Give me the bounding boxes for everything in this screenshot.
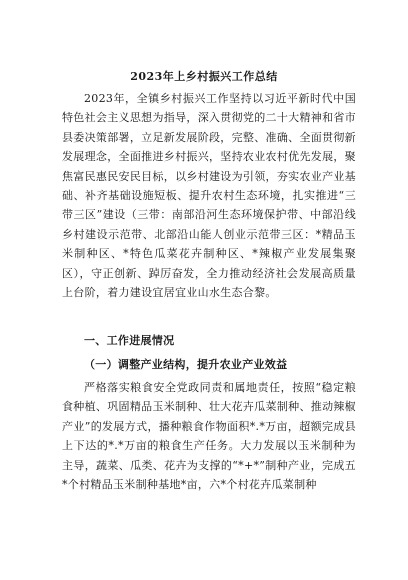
document-title: 2023年上乡村振兴工作总结: [130, 70, 278, 83]
subsection-heading: （一）调整产业结构，提升农业产业效益: [84, 358, 288, 371]
section-heading: 一、工作进展情况: [84, 334, 175, 347]
intro-paragraph: 2023年，全镇乡村振兴工作坚持以习近平新时代中国特色社会主义思想为指导，深入贯彻党的二十大精神和省市县委决策部署，立足新发展阶段，完整、准确、全面贯彻新发展理念，全面推进乡村振兴，坚持农业农村优先发展，聚焦富民惠民安民目标，以乡村建设为引领，夯实农业产业基础、补齐基础设施短板、提升农村生态环境，扎实推进“三带三区”建设（三带：南部沿河生态环境保护带、中部沿线乡村建设示范带、北部沿山能人创业示范带三区：*精品玉米制种区、*特色瓜菜花卉制种区、*辣椒产业发展集聚区），守正创新、踔厉奋发，全力推动经济社会发展高质量上台阶，着力建设宜居宜业山水生态合黎。: [62, 92, 356, 300]
body-paragraph: 严格落实粮食安全党政同责和属地责任，按照“稳定粮食种植、巩固精品玉米制种、壮大花卉瓜菜制种、推动辣椒产业”的发展方式，播种粮食作物面积*.*万亩，超额完成县上下达的*.*万亩的粮食生产任务。大力发展以玉米制种为主导，蔬菜、瓜类、花卉为支撑的“*+*”制种产业，完成五*个村精品玉米制种基地*亩，六*个村花卉瓜菜制种: [62, 381, 356, 492]
